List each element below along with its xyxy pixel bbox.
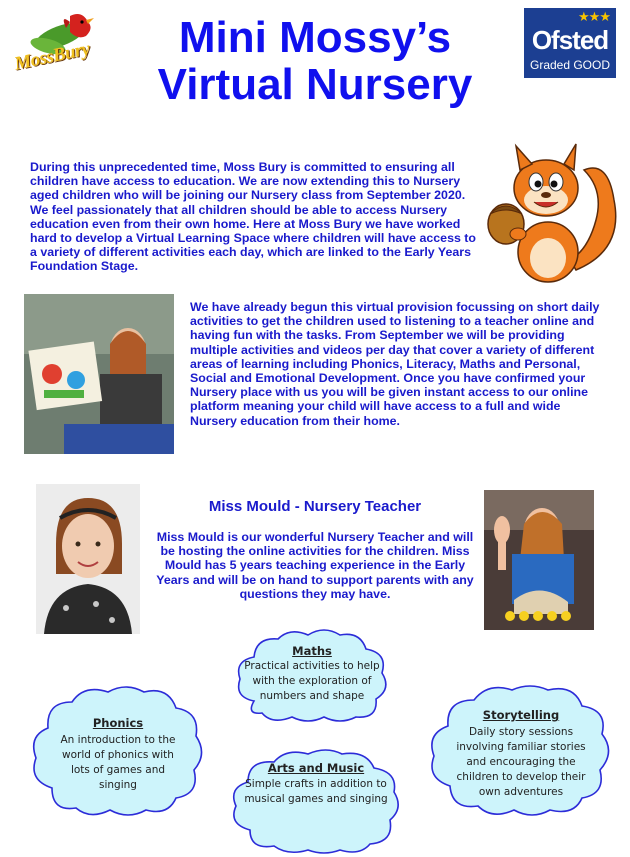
arts-music-cloud: [228, 746, 404, 856]
arts-body: Simple crafts in addition to musical games and singing: [244, 778, 388, 805]
page-title: [110, 14, 520, 108]
phonics-title: Phonics: [92, 716, 144, 730]
ofsted-badge: [524, 8, 616, 78]
teacher-portrait-photo: [36, 484, 140, 634]
teacher-heading: Miss Mould - Nursery Teacher: [208, 498, 422, 515]
title-line-1: Mini Mossy’s: [178, 13, 452, 62]
teacher-reading-photo: [24, 294, 174, 454]
maths-cloud: [232, 625, 392, 725]
storytelling-cloud: [426, 682, 616, 820]
logo-text: MossBury: [12, 38, 92, 75]
teacher-paragraph: Miss Mould is our wonderful Nursery Teacher and will be hosting the online activities for the children. Miss Mould has 5 years teaching experience in the Early Years and will be on hand to support parents with any questions they may have.: [156, 530, 474, 601]
ofsted-name: Ofsted: [531, 25, 609, 55]
phonics-body: An introduction to the world of phonics with lots of games and singing: [60, 734, 176, 791]
ofsted-grade: Graded GOOD: [529, 58, 611, 72]
maths-body: Practical activities to help with the exploration of numbers and shape: [244, 660, 380, 702]
stars-icon: ★★★: [578, 9, 610, 24]
arts-title: Arts and Music: [267, 761, 365, 775]
storytelling-body: Daily story sessions involving familiar stories and encouraging the children to develop their own adventures: [456, 726, 586, 798]
squirrel-illustration: [484, 140, 624, 290]
provision-paragraph: We have already begun this virtual provision focussing on short daily activities to get the children used to listening to a teacher online and having fun with the tasks. From September we will be providing multiple activities and videos per day that cover a variety of different areas of learning including Phonics, Literacy, Maths and Personal, Social and Emotional Development. Once you have confirmed your Nursery place with us you will be given instant access to our online platform meaning your child will have access to a full and wide Nursery education from their home.: [190, 300, 600, 428]
storytelling-title: Storytelling: [482, 708, 560, 722]
title-line-2: Virtual Nursery: [157, 60, 473, 109]
phonics-cloud: [28, 682, 208, 820]
intro-paragraph: During this unprecedented time, Moss Bury is committed to ensuring all children have access to education. We are now extending this to Nursery aged children who will be joining our Nursery class from September 2020. We feel passionately that all children should be able to access Nursery education even from their own home. Here at Moss Bury we have worked hard to develop a Virtual Learning Space where children will have access to a variety of different activities each day, which are linked to the Early Years Foundation Stage.: [30, 160, 476, 274]
teacher-waving-photo: [484, 490, 594, 630]
maths-title: Maths: [292, 644, 332, 658]
